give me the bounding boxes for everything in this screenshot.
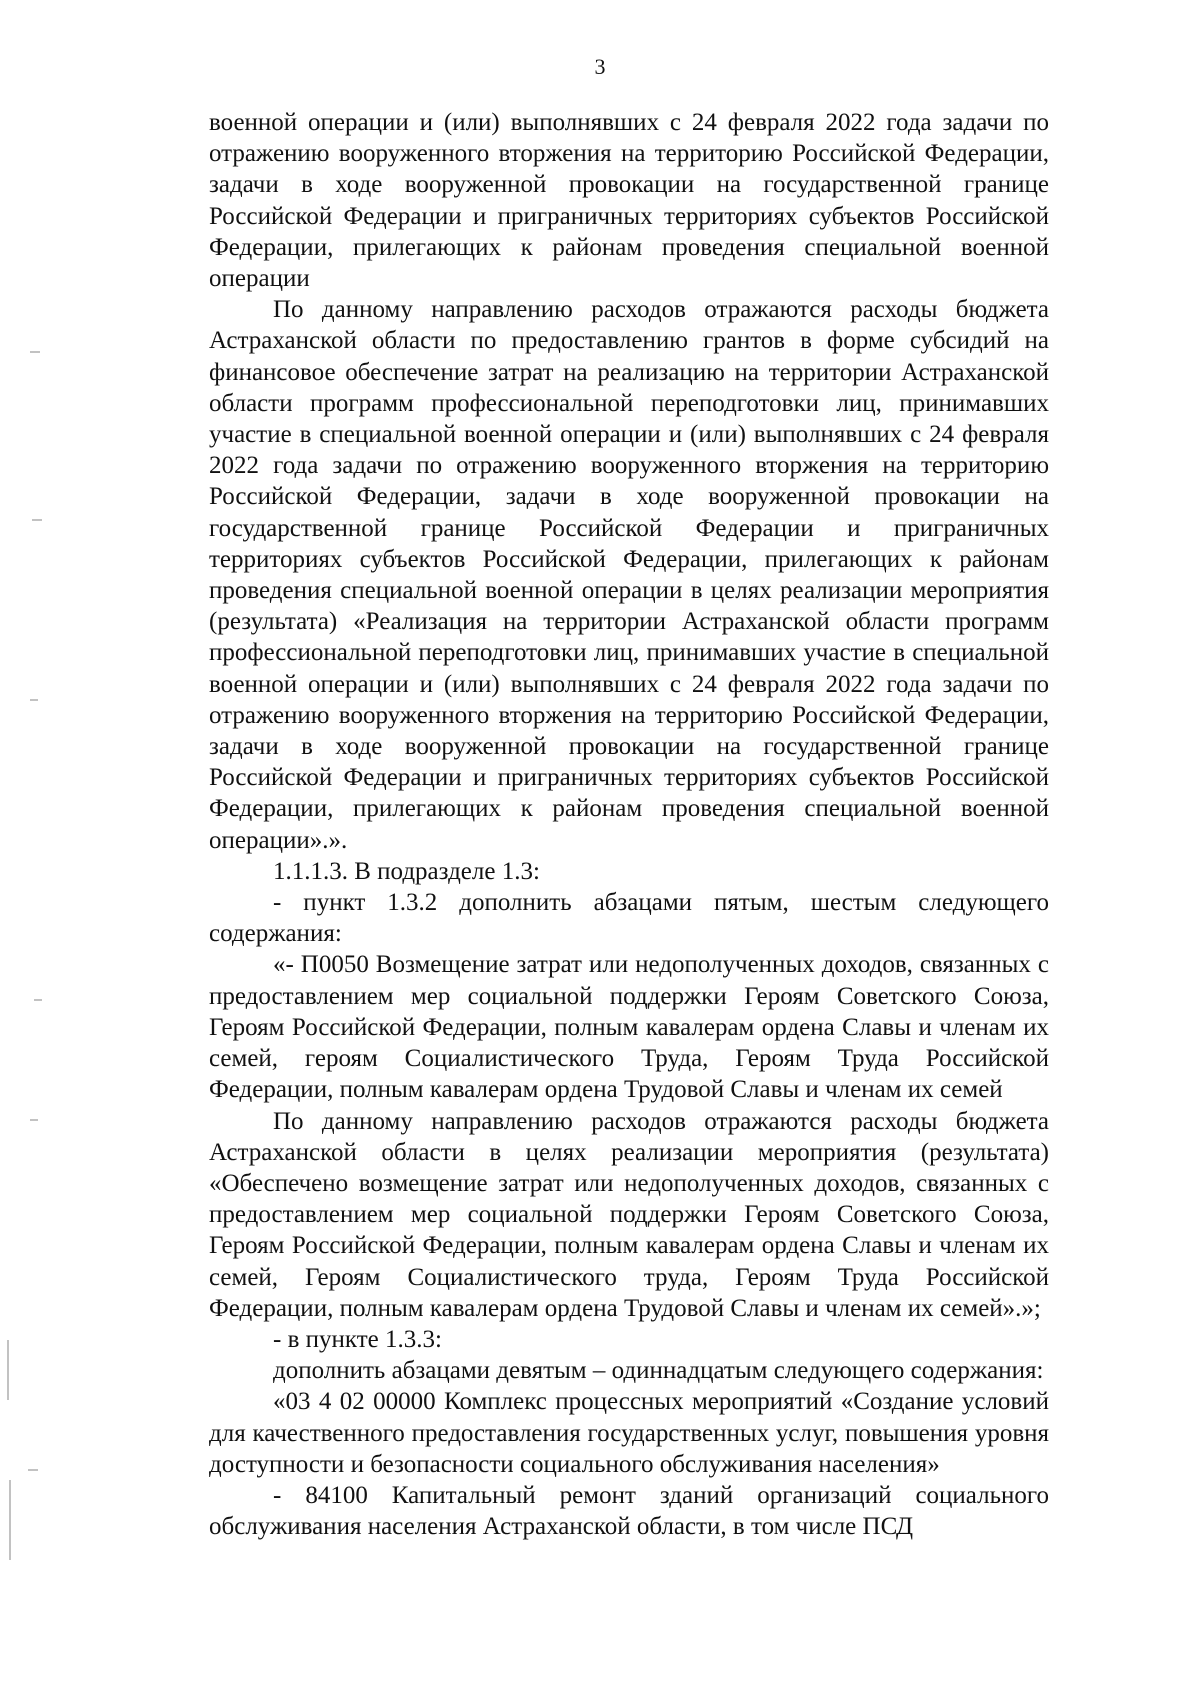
paragraph-expense-code: - 84100 Капитальный ремонт зданий организаций социального обслуживания населения Астраханской области, в том числе ПСД — [209, 1481, 1049, 1541]
document-body — [209, 107, 1049, 1542]
page-number: 3 — [594, 54, 606, 79]
paragraph-amendment-instruction: дополнить абзацами девятым – одиннадцатым следующего содержания: — [273, 1357, 1044, 1385]
paragraph-continuation: военной операции и (или) выполнявших с 24 февраля 2022 года задачи по отражению вооруженного вторжения на территорию Российской Федерации, задачи в ходе вооруженной провокации на государственной границе Российской Федерации и приграничных территориях субъектов Российской Федерации, прилегающих к районам проведения специальной военной операции — [209, 109, 1049, 293]
paragraph-expense-description: По данному направлению расходов отражаются расходы бюджета Астраханской области в целях реализации мероприятия (результата) «Обеспечено возмещение затрат или недополученных доходов, связанных с предоставлением мер социальной поддержки Героям Советского Союза, Героям Российской Федерации, полным кавалерам ордена Славы и членам их семей, Героям Социалистического труда, Героям Труда Российской Федерации, полным кавалерам ордена Трудовой Славы и членам их семей».»; — [209, 1107, 1049, 1322]
paragraph-program-code: «03 4 02 00000 Комплекс процессных мероприятий «Создание условий для качественного предоставления государственных услуг, повышения уровня доступности и безопасности социального обслуживания населения» — [209, 1388, 1049, 1478]
paragraph-subsection-heading: 1.1.1.3. В подразделе 1.3: — [273, 857, 540, 885]
paragraph-expense-code: «- П0050 Возмещение затрат или недополученных доходов, связанных с предоставлением мер социальной поддержки Героям Советского Союза, Героям Российской Федерации, полным кавалерам ордена Славы и членам их семей, героям Социалистического Труда, Героям Труда Российской Федерации, полным кавалерам ордена Трудовой Славы и членам их семей — [209, 951, 1049, 1104]
paragraph-expense-description: По данному направлению расходов отражаются расходы бюджета Астраханской области по предоставлению грантов в форме субсидий на финансовое обеспечение затрат на реализацию на территории Астраханской области программ профессиональной переподготовки лиц, принимавших участие в специальной военной операции и (или) выполнявших с 24 февраля 2022 года задачи по отражению вооруженного вторжения на территорию Российской Федерации, задачи в ходе вооруженной провокации на государственной границе Российской Федерации и приграничных территориях субъектов Российской Федерации, прилегающих к районам проведения специальной военной операции в целях реализации мероприятия (результата) «Реализация на территории Астраханской области программ профессиональной переподготовки лиц, принимавших участие в специальной военной операции и (или) выполнявших с 24 февраля 2022 года задачи по отражению вооруженного вторжения на территорию Российской Федерации, задачи в ходе вооруженной провокации на государственной границе Российской Федерации и приграничных территориях субъектов Российской Федерации, прилегающих к районам проведения специальной военной операции».». — [209, 296, 1049, 854]
paragraph-amendment-item: - пункт 1.3.2 дополнить абзацами пятым, шестым следующего содержания: — [209, 889, 1049, 948]
paragraph-amendment-item: - в пункте 1.3.3: — [273, 1325, 442, 1353]
scan-edge-marks — [0, 0, 60, 1694]
